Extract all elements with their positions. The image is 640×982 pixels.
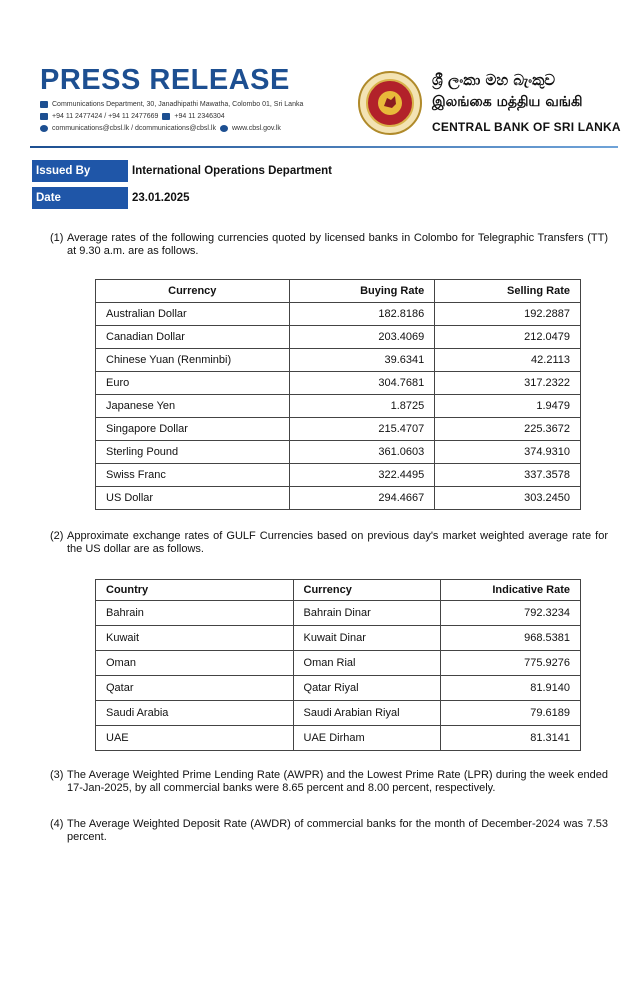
table-row — [96, 464, 581, 487]
bank-name-english: CENTRAL BANK OF SRI LANKA — [432, 120, 621, 134]
buying-rate-cell: 322.4495 — [289, 464, 435, 487]
currency-cell: Swiss Franc — [96, 464, 290, 487]
table-row — [96, 651, 581, 676]
selling-rate-cell: 212.0479 — [435, 326, 581, 349]
website-link[interactable]: www.cbsl.gov.lk — [232, 125, 281, 132]
central-bank-seal-icon — [357, 70, 423, 136]
section-1-number: (1) — [50, 232, 64, 244]
country-cell: Bahrain — [96, 601, 294, 626]
column-header: Indicative Rate — [441, 580, 581, 601]
buying-rate-cell: 182.8186 — [289, 303, 435, 326]
table-row — [96, 676, 581, 701]
buying-rate-cell: 1.8725 — [289, 395, 435, 418]
fax-text: +94 11 2346304 — [174, 113, 225, 120]
indicative-rate-cell: 968.5381 — [441, 626, 581, 651]
currency-cell: Oman Rial — [293, 651, 441, 676]
indicative-rate-cell: 775.9276 — [441, 651, 581, 676]
section-2-number: (2) — [50, 530, 64, 542]
currency-cell: Japanese Yen — [96, 395, 290, 418]
currency-cell: Euro — [96, 372, 290, 395]
gulf-rates-table — [95, 579, 581, 751]
column-header: Country — [96, 580, 294, 601]
buying-rate-cell: 294.4667 — [289, 487, 435, 510]
column-header: Currency — [96, 280, 290, 303]
currency-cell: Australian Dollar — [96, 303, 290, 326]
email-text: communications@cbsl.lk / dcommunications@cbsl.lk — [52, 125, 216, 132]
table-row — [96, 418, 581, 441]
selling-rate-cell: 303.2450 — [435, 487, 581, 510]
country-cell: UAE — [96, 726, 294, 751]
country-cell: Qatar — [96, 676, 294, 701]
selling-rate-cell: 337.3578 — [435, 464, 581, 487]
table-row — [96, 601, 581, 626]
tt-rates-table — [95, 279, 581, 510]
buying-rate-cell: 39.6341 — [289, 349, 435, 372]
currency-cell: UAE Dirham — [293, 726, 441, 751]
phone-line — [40, 113, 225, 120]
address-line — [40, 101, 303, 108]
country-cell: Kuwait — [96, 626, 294, 651]
section-4-paragraph — [50, 818, 608, 844]
selling-rate-cell: 374.9310 — [435, 441, 581, 464]
selling-rate-cell: 42.2113 — [435, 349, 581, 372]
press-release-title: PRESS RELEASE — [40, 64, 290, 96]
buying-rate-cell: 215.4707 — [289, 418, 435, 441]
country-cell: Saudi Arabia — [96, 701, 294, 726]
phone-icon — [40, 113, 48, 120]
bank-name-sinhala: ශ්‍රී ලංකා මහ බැංකුව — [432, 71, 556, 89]
at-icon — [40, 125, 48, 132]
issued-by-label: Issued By — [32, 160, 128, 182]
bank-name-tamil: இலங்கை மத்திய வங்கி — [432, 94, 583, 110]
indicative-rate-cell: 792.3234 — [441, 601, 581, 626]
fax-icon — [162, 113, 170, 120]
table-row — [96, 441, 581, 464]
table-row — [96, 303, 581, 326]
currency-cell: Sterling Pound — [96, 441, 290, 464]
column-header: Currency — [293, 580, 441, 601]
header-divider — [30, 146, 618, 148]
table-header-row — [96, 280, 581, 303]
currency-cell: Canadian Dollar — [96, 326, 290, 349]
section-3-text: The Average Weighted Prime Lending Rate (AWPR) and the Lowest Prime Rate (LPR) during the week ended 17-Jan-2025, by all commercial banks were 8.65 percent and 8.00 percent, respectively. — [67, 769, 608, 794]
currency-cell: Qatar Riyal — [293, 676, 441, 701]
indicative-rate-cell: 81.3141 — [441, 726, 581, 751]
issued-by-value: International Operations Department — [132, 165, 333, 177]
column-header: Buying Rate — [289, 280, 435, 303]
address-text: Communications Department, 30, Janadhipathi Mawatha, Colombo 01, Sri Lanka — [52, 101, 304, 108]
currency-cell: US Dollar — [96, 487, 290, 510]
country-cell: Oman — [96, 651, 294, 676]
currency-cell: Saudi Arabian Riyal — [293, 701, 441, 726]
currency-cell: Singapore Dollar — [96, 418, 290, 441]
table-row — [96, 726, 581, 751]
email-line — [40, 125, 281, 132]
section-1-paragraph — [50, 232, 608, 258]
currency-cell: Bahrain Dinar — [293, 601, 441, 626]
currency-cell: Chinese Yuan (Renminbi) — [96, 349, 290, 372]
selling-rate-cell: 1.9479 — [435, 395, 581, 418]
section-1-text: Average rates of the following currencies quoted by licensed banks in Colombo for Telegraphic Transfers (TT) at 9.30 a.m. are as follows. — [67, 232, 608, 257]
table-row — [96, 701, 581, 726]
section-3-paragraph — [50, 769, 608, 795]
table-header-row — [96, 580, 581, 601]
buying-rate-cell: 304.7681 — [289, 372, 435, 395]
table-row — [96, 326, 581, 349]
section-3-number: (3) — [50, 769, 64, 781]
phone-text: +94 11 2477424 / +94 11 2477669 — [52, 113, 159, 120]
date-label: Date — [32, 187, 128, 209]
globe-icon — [220, 125, 228, 132]
table-row — [96, 626, 581, 651]
column-header: Selling Rate — [435, 280, 581, 303]
currency-cell: Kuwait Dinar — [293, 626, 441, 651]
section-4-number: (4) — [50, 818, 64, 830]
indicative-rate-cell: 81.9140 — [441, 676, 581, 701]
indicative-rate-cell: 79.6189 — [441, 701, 581, 726]
selling-rate-cell: 192.2887 — [435, 303, 581, 326]
date-value: 23.01.2025 — [132, 192, 190, 204]
table-row — [96, 349, 581, 372]
section-4-text: The Average Weighted Deposit Rate (AWDR) of commercial banks for the month of December-2024 was 7.53 percent. — [67, 818, 608, 843]
section-2-paragraph — [50, 530, 608, 556]
table-row — [96, 487, 581, 510]
section-2-text: Approximate exchange rates of GULF Currencies based on previous day's market weighted average rate for the US dollar are as follows. — [67, 530, 608, 555]
table-row — [96, 372, 581, 395]
selling-rate-cell: 225.3672 — [435, 418, 581, 441]
buying-rate-cell: 361.0603 — [289, 441, 435, 464]
selling-rate-cell: 317.2322 — [435, 372, 581, 395]
table-row — [96, 395, 581, 418]
buying-rate-cell: 203.4069 — [289, 326, 435, 349]
envelope-icon — [40, 101, 48, 108]
